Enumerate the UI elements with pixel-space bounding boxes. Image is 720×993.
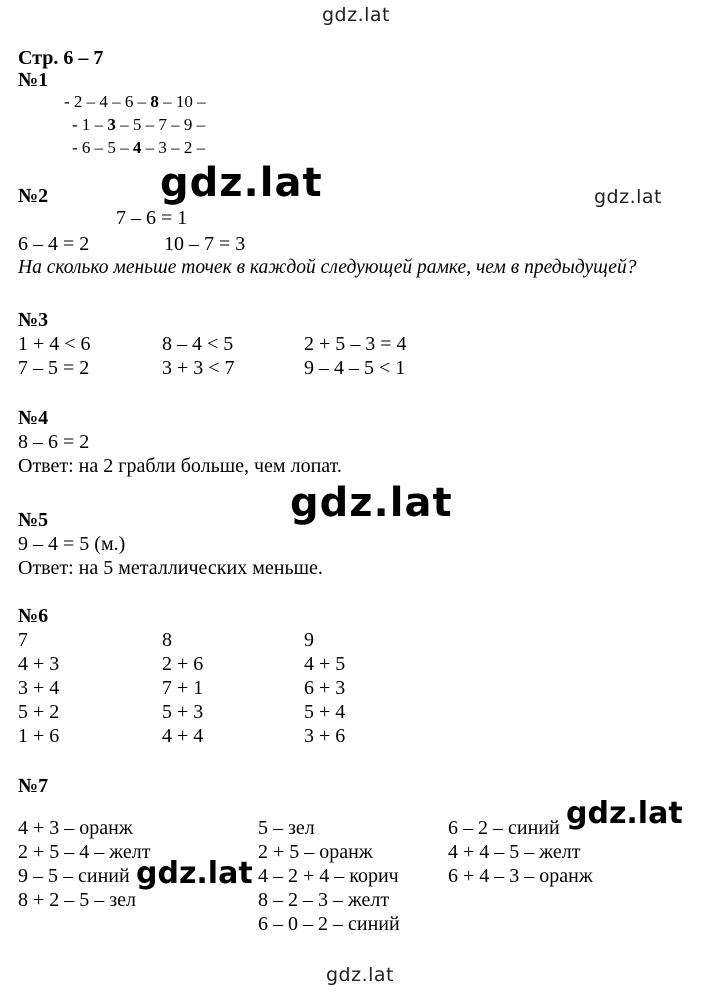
task-3-cell: 3 + 3 < 7	[162, 357, 235, 379]
task-6-cell: 5 + 3	[162, 701, 204, 723]
task-3-title: №3	[18, 309, 49, 331]
watermark-top: gdz.lat	[322, 4, 391, 26]
task-2-title: №2	[18, 185, 49, 207]
task-7-col-3-item: 6 – 2 – синий	[448, 817, 560, 839]
sequence-part: – 3 – 2 –	[141, 138, 206, 157]
task-5-eq: 9 – 4 = 5 (м.)	[18, 533, 126, 555]
task-7-col-2-item: 8 – 2 – 3 – желт	[258, 889, 390, 911]
task-6-title: №6	[18, 605, 49, 627]
task-7-col-2-item: 2 + 5 – оранж	[258, 841, 373, 863]
task-6-cell: 4 + 3	[18, 653, 60, 675]
task-5-answer: Ответ: на 5 металлических меньше.	[18, 557, 323, 579]
task-4-eq: 8 – 6 = 2	[18, 431, 90, 453]
task-6-cell: 3 + 4	[18, 677, 60, 699]
watermark-mid-right: gdz.lat	[566, 796, 683, 831]
task-6-cell: 2 + 6	[162, 653, 204, 675]
task-4-answer: Ответ: на 2 грабли больше, чем лопат.	[18, 455, 342, 477]
task-6-cell: 1 + 6	[18, 725, 60, 747]
task-2-eq-3: 10 – 7 = 3	[164, 233, 246, 255]
task-7-col-1-item: 4 + 3 – оранж	[18, 817, 133, 839]
watermark-right-small: gdz.lat	[594, 186, 663, 208]
watermark-mid-left: gdz.lat	[136, 856, 253, 891]
task-6-cell: 4 + 4	[162, 725, 204, 747]
task-7-col-3-item: 6 + 4 – 3 – оранж	[448, 865, 593, 887]
task-2-question: На сколько меньше точек в каждой следующей рамке, чем в предыдущей?	[18, 257, 637, 278]
task-3-cell: 2 + 5 – 3 = 4	[304, 333, 407, 355]
task-1-row-1	[64, 92, 206, 112]
task-7-col-3-item: 4 + 4 – 5 – желт	[448, 841, 581, 863]
task-6-cell: 3 + 6	[304, 725, 346, 747]
task-1-title: №1	[18, 69, 49, 91]
task-3-cell: 8 – 4 < 5	[162, 333, 234, 355]
task-3-cell: 1 + 4 < 6	[18, 333, 91, 355]
sequence-part: - 6 – 5 –	[72, 138, 133, 157]
task-6-cell: 7	[18, 629, 28, 651]
task-1-row-2	[72, 115, 205, 135]
watermark-bottom: gdz.lat	[326, 964, 395, 986]
task-5-title: №5	[18, 509, 49, 531]
task-7-col-2-item: 4 – 2 + 4 – корич	[258, 865, 399, 887]
task-7-col-1-item: 8 + 2 – 5 – зел	[18, 889, 137, 911]
task-7-col-2-item: 5 – зел	[258, 817, 315, 839]
task-2-eq-1: 7 – 6 = 1	[116, 207, 188, 229]
watermark-large-1: gdz.lat	[160, 160, 323, 206]
task-6-cell: 6 + 3	[304, 677, 346, 699]
sequence-part: - 1 –	[72, 115, 108, 134]
task-7-col-2-item: 6 – 0 – 2 – синий	[258, 913, 400, 935]
task-6-cell: 4 + 5	[304, 653, 346, 675]
watermark-large-2: gdz.lat	[290, 480, 453, 526]
task-6-cell: 8	[162, 629, 172, 651]
sequence-answer: 4	[132, 138, 142, 157]
task-6-cell: 5 + 4	[304, 701, 346, 723]
task-1-row-3	[72, 138, 205, 158]
sequence-answer: 3	[107, 115, 116, 134]
sequence-part: - 2 – 4 – 6 –	[64, 92, 151, 111]
task-4-title: №4	[18, 407, 49, 429]
task-7-col-1-item: 2 + 5 – 4 – желт	[18, 841, 151, 863]
page-reference: Стр. 6 – 7	[18, 47, 104, 69]
task-2-eq-2: 6 – 4 = 2	[18, 233, 90, 255]
task-6-cell: 7 + 1	[162, 677, 204, 699]
sequence-answer: 8	[150, 92, 159, 111]
sequence-part: – 5 – 7 – 9 –	[115, 115, 206, 134]
task-6-cell: 9	[304, 629, 314, 651]
task-7-col-1-item: 9 – 5 – синий	[18, 865, 130, 887]
task-3-cell: 9 – 4 – 5 < 1	[304, 357, 406, 379]
task-3-cell: 7 – 5 = 2	[18, 357, 90, 379]
task-6-cell: 5 + 2	[18, 701, 60, 723]
task-7-title: №7	[18, 775, 49, 797]
sequence-part: – 10 –	[158, 92, 206, 111]
